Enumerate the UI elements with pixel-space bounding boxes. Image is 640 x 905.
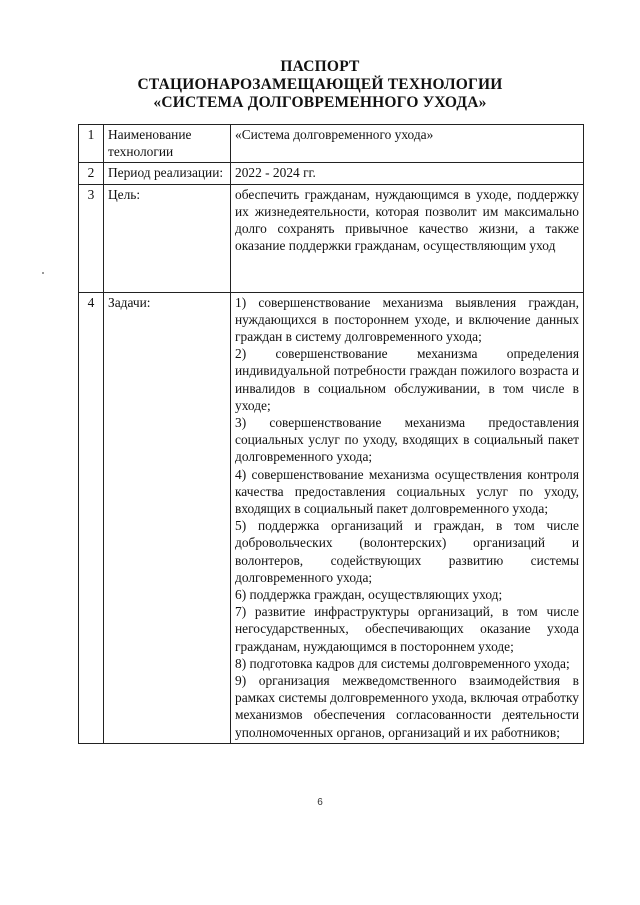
row-number: 3: [79, 184, 104, 292]
scan-artifact: [42, 272, 44, 274]
title-line-system-name: «СИСТЕМА ДОЛГОВРЕМЕННОГО УХОДА»: [153, 94, 487, 111]
row-label: Наименование технологии: [104, 125, 231, 163]
row-label: Задачи:: [104, 292, 231, 743]
table-row: [79, 163, 584, 184]
task-item: 6) поддержка граждан, осуществляющих уход;: [235, 587, 503, 603]
row-number: 4: [79, 292, 104, 743]
task-item: 7) развитие инфраструктуры организаций, в том числе негосударственных, обеспечивающих оказание ухода гражданам, нуждающимся в постороннем уходе;: [235, 604, 579, 654]
passport-table: [78, 124, 584, 744]
task-item: 1) совершенствование механизма выявления граждан, нуждающихся в постороннем уходе, и включение данных граждан в систему долговременного ухода;: [235, 294, 579, 345]
task-list: [231, 292, 584, 743]
row-value: обеспечить гражданам, нуждающимся в уходе, поддержку их жизнедеятельности, которая позволит им максимально долго сохранять привычное качество жизни, а также оказание поддержки гражданам, осуществляющим уход: [231, 184, 584, 292]
task-item: 3) совершенствование механизма предоставления социальных услуг по уходу, входящих в социальный пакет долговременного ухода;: [235, 415, 579, 465]
table-row: [79, 292, 584, 743]
row-number: 2: [79, 163, 104, 184]
row-value: 2022 - 2024 гг.: [231, 163, 584, 184]
table-row: [79, 125, 584, 163]
title-line-passport: ПАСПОРТ: [280, 58, 360, 75]
page-number: 6: [317, 797, 323, 808]
task-item: 9) организация межведомственного взаимодействия в рамках системы долговременного ухода, включая отработку механизмов обеспечения согласованности деятельности уполномоченных органов, организаций и их работников;: [235, 673, 579, 740]
title-line-technology: СТАЦИОНАРОЗАМЕЩАЮЩЕЙ ТЕХНОЛОГИИ: [137, 76, 503, 93]
document-title: [0, 58, 640, 112]
task-item: 2) совершенствование механизма определения индивидуальной потребности граждан пожилого возраста и инвалидов в социальном обслуживании, в том числе в уходе;: [235, 346, 579, 413]
task-item: 4) совершенствование механизма осуществления контроля качества предоставления социальных услуг по уходу, входящих в социальный пакет долговременного ухода;: [235, 466, 579, 517]
row-label: Цель:: [104, 184, 231, 292]
table-row: [79, 184, 584, 292]
row-number: 1: [79, 125, 104, 163]
task-item: 5) поддержка организаций и граждан, в том числе добровольческих (волонтерских) организаций и волонтеров, содействующих развитию системы долговременного ухода;: [235, 518, 579, 585]
task-item: 8) подготовка кадров для системы долговременного ухода;: [235, 655, 570, 671]
row-label: Период реализации:: [104, 163, 231, 184]
row-value: «Система долговременного ухода»: [231, 125, 584, 163]
